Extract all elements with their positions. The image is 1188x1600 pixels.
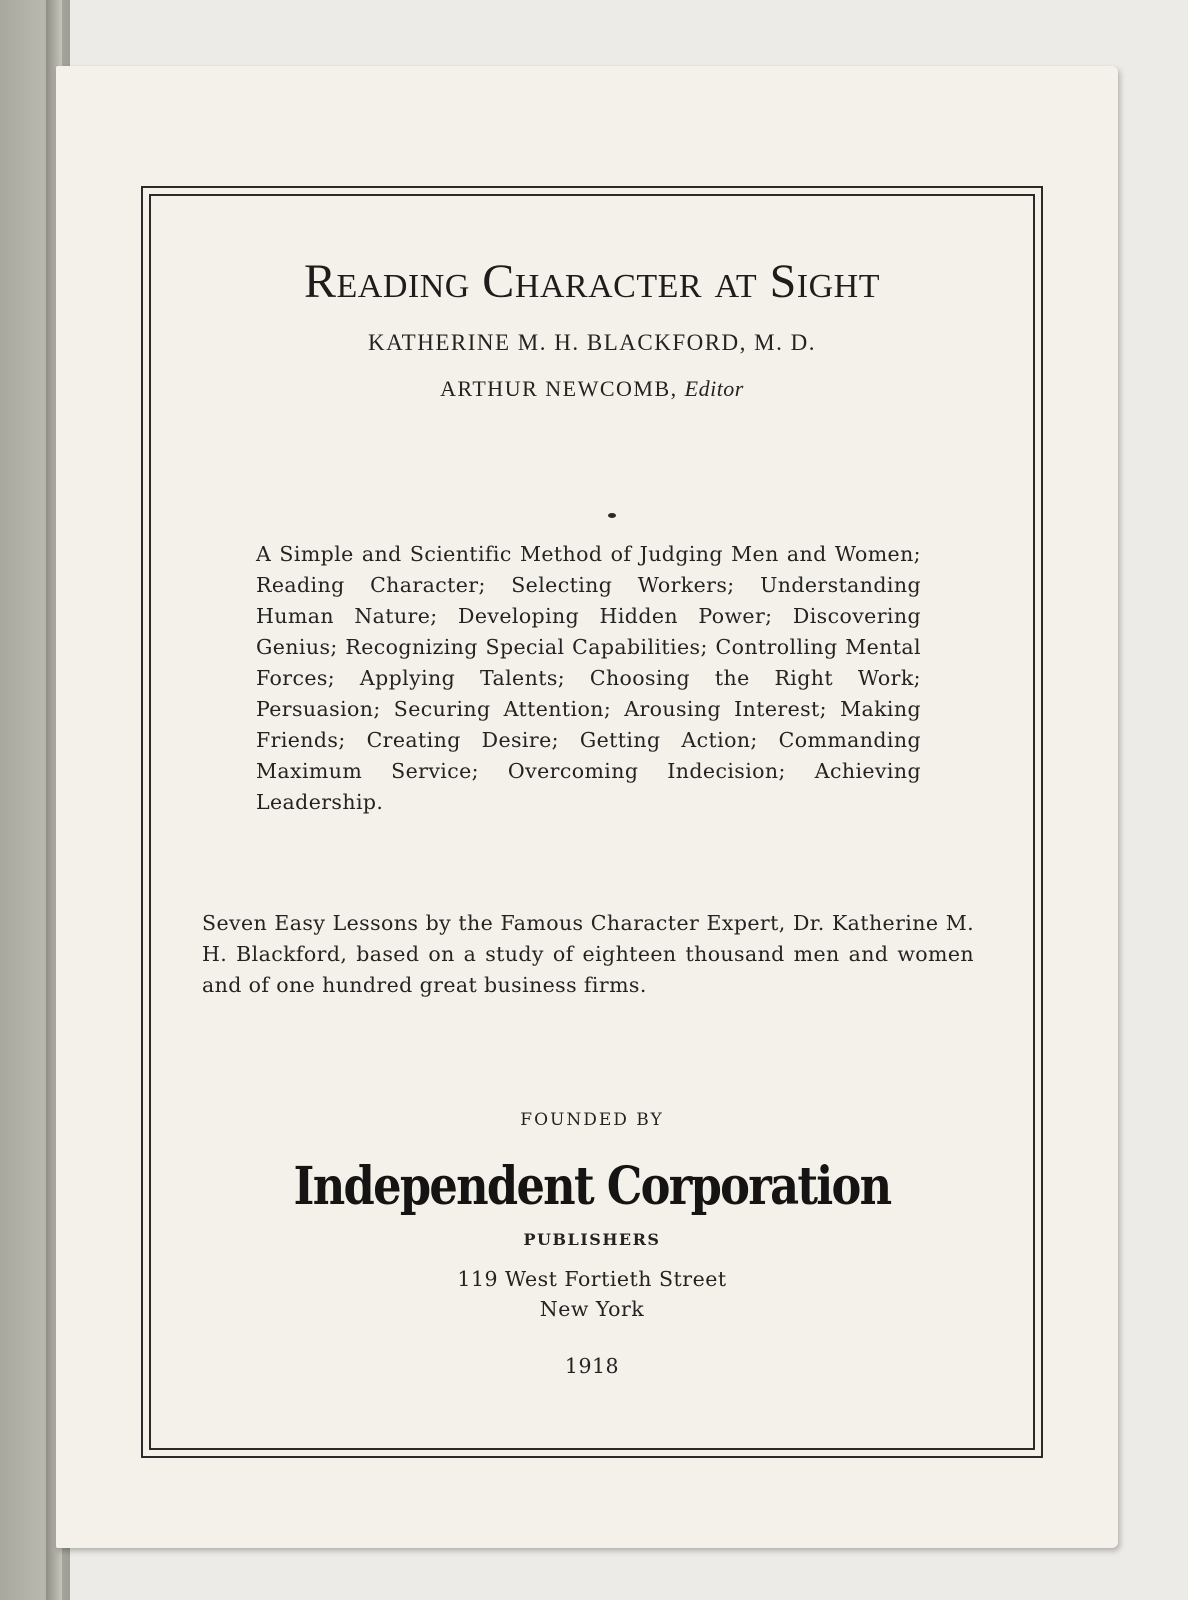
subtitle-description: A Simple and Scientific Method of Judging Men and Women; Reading Character; Selecting Workers; Understanding Human Nature; Developing Hidden Power; Discovering Genius; Recognizing Special Capabilities; Controlling Mental Forces; Applying Talents; Choosing the Right Work; Persuasion; Securing Attention; Arousing Interest; Making Friends; Creating Desire; Getting Action; Commanding Maximum Service; Overcoming Indecision; Achieving Leadership. [256,542,921,814]
address-city: New York [539,1297,645,1321]
ornament-mark [608,513,616,518]
author-name: KATHERINE M. H. BLACKFORD, M. D. [368,330,816,355]
publisher-name: Independent Corporation [293,1156,891,1217]
publication-year: 1918 [564,1354,620,1378]
title-page-content [151,196,1033,1448]
publisher-address [151,1264,1033,1324]
double-rule-frame [141,186,1043,1458]
address-street: 119 West Fortieth Street [457,1267,727,1291]
founded-by-label: FOUNDED BY [520,1110,664,1130]
editor-name: ARTHUR NEWCOMB, [440,376,678,401]
inner-rule-frame [149,194,1035,1450]
editor-line [151,376,1033,402]
lessons-description: Seven Easy Lessons by the Famous Character Expert, Dr. Katherine M. H. Blackford, based on a study of eighteen thousand men and women and of one hundred great business firms. [202,911,974,997]
title-page [56,66,1118,1548]
editor-role: Editor [684,376,744,401]
publishers-label: PUBLISHERS [523,1230,661,1249]
book-title: Reading Character at Sight [303,255,880,308]
